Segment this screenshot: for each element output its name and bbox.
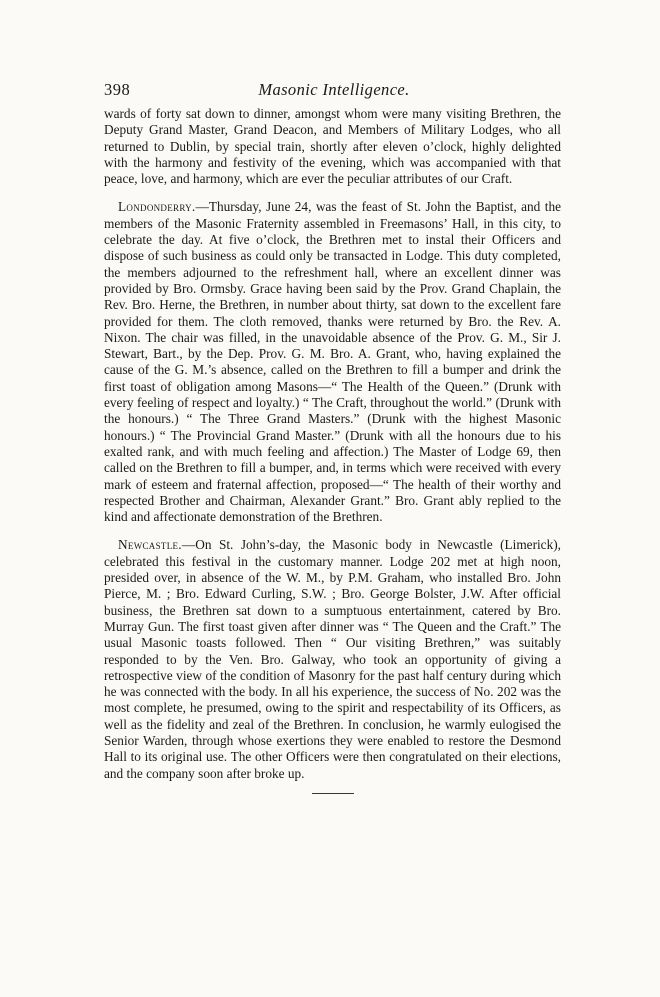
section-end-rule xyxy=(312,793,354,794)
place-heading-newcastle: Newcastle. xyxy=(118,537,182,553)
page-header xyxy=(104,80,564,102)
article-body xyxy=(104,106,561,794)
paragraph-newcastle xyxy=(104,537,561,781)
paragraph-continuation xyxy=(104,106,561,187)
paragraph-text: —Thursday, June 24, was the feast of St. John the Baptist, and the members of the Masonic Fraternity assembled in Freemasons’ Hall, in this city, to celebrate the day. At five o’clock, the Brethren met to instal their Officers and dispose of such business as could only be transacted in Lodge. This duty completed, the members adjourned to the refreshment hall, where an excellent dinner was provided by Bro. Ormsby. Grace having been said by the Prov. Grand Chaplain, the Rev. Bro. Herne, the Brethren, in number about thirty, sat down to the excellent fare provided for them. The cloth removed, thanks were returned by Bro. the Rev. A. Nixon. The chair was filled, in the unavoidable absence of the Prov. G. M., Sir J. Stewart, Bart., by the Dep. Prov. G. M. Bro. A. Grant, who, having explained the cause of the G. M.’s absence, called on the Brethren to fill a bumper and drink the first toast of obligation among Masons—“ The Health of the Queen.” (Drunk with every feeling of respect and loyalty.) “ The Craft, throughout the world.” (Drunk with the honours.) “ The Three Grand Masters.” (Drunk with the highest Masonic honours.) “ The Provincial Grand Master.” (Drunk with all the honours due to his exalted rank, and with much feeling and affection.) The Master of Lodge 69, then called on the Brethren to fill a bumper, and, in terms which were received with every mark of esteem and fraternal affection, proposed—“ The health of their worthy and respected Brother and Chairman, Alexander Grant.” Bro. Grant ably replied to the kind and affectionate demonstration of the Brethren. xyxy=(104,199,561,525)
paragraph-text: —On St. John’s-day, the Masonic body in Newcastle (Limerick), celebrated this festival in the customary manner. Lodge 202 met at high noon, presided over, in absence of the W. M., by P.M. Graham, who installed Bro. John Pierce, M. ; Bro. Edward Curling, S.W. ; Bro. George Bolster, J.W. After official business, the Brethren sat down to a sumptuous entertainment, catered by Bro. Murray Gun. The first toast given after dinner was “ The Queen and the Craft.” The usual Masonic toasts followed. Then “ Our visiting Brethren,” was suitably responded to by the Ven. Bro. Galway, who took an opportunity of giving a retrospective view of the condition of Masonry for the past half century during which he was connected with the body. In all his experience, the success of No. 202 was the most complete, he presumed, owing to the spirit and respectability of its Officers, as well as the fidelity and zeal of the Brethren. In conclusion, he warmly eulogised the Senior Warden, through whose exertions they were enabled to restore the Desmond Hall to its original use. The other Officers were then congratulated on their elections, and the company soon after broke up. xyxy=(104,537,561,781)
place-heading-londonderry: Londonderry. xyxy=(118,199,196,215)
page-number: 398 xyxy=(104,80,131,99)
paragraph-londonderry xyxy=(104,199,561,525)
running-title: Masonic Intelligence. xyxy=(258,80,410,99)
paragraph-text: wards of forty sat down to dinner, amongst whom were many visiting Brethren, the Deputy Grand Master, Grand Deacon, and Members of Military Lodges, who all returned to Dublin, by special train, shortly after eleven o’clock, highly delighted with the harmony and festivity of the evening, which was accompanied with that peace, love, and harmony, which are ever the peculiar attributes of our Craft. xyxy=(104,106,561,187)
